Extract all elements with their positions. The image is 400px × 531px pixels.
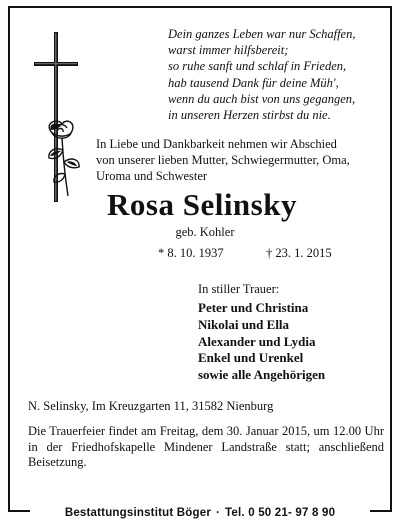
verse-line: Dein ganzes Leben war nur Schaffen,	[168, 27, 356, 41]
verse-line: warst immer hilfsbereit;	[168, 43, 289, 58]
mourner-entry: Enkel und Urenkel	[198, 350, 304, 366]
death-date: † 23. 1. 2015	[266, 246, 332, 260]
funeral-service-info: Die Trauerfeier findet am Freitag, dem 30. Januar 2015, um 12.00 Uhr in der Friedhofskapelle Mindener Landstraße statt; anschließend Beisetzung.	[28, 424, 384, 470]
mourner-entry: Alexander und Lydia	[198, 333, 316, 349]
obituary-notice	[8, 6, 392, 512]
mourners-list	[198, 300, 388, 384]
mourner-entry: Nikolai und Ella	[198, 316, 290, 332]
farewell-line: Uroma und Schwester	[96, 168, 208, 183]
funeral-home-footer	[30, 507, 370, 519]
funeral-home-phone: Tel. 0 50 21- 97 8 90	[225, 507, 336, 519]
deceased-name: Rosa Selinsky	[107, 187, 297, 222]
verse-line: in unseren Herzen stirbst du nie.	[168, 108, 331, 123]
verse-line: hab tausend Dank für deine Müh',	[168, 75, 339, 90]
maiden-name: geb. Kohler	[175, 225, 235, 239]
rose-icon	[40, 116, 84, 198]
mourning-heading: In stiller Trauer:	[198, 282, 280, 296]
mourner-entry: sowie alle Angehörigen	[198, 367, 326, 383]
farewell-line: von unserer lieben Mutter, Schwiegermutter, Oma,	[96, 152, 350, 167]
contact-address: N. Selinsky, Im Kreuzgarten 11, 31582 Nienburg	[28, 399, 274, 413]
verse-line: so ruhe sanft und schlaf in Frieden,	[168, 59, 347, 74]
birth-date: * 8. 10. 1937	[158, 246, 224, 260]
verse-poem	[168, 26, 388, 123]
footer-separator: ·	[216, 507, 221, 519]
farewell-line: In Liebe und Dankbarkeit nehmen wir Abschied	[96, 137, 337, 151]
verse-line: wenn du auch bist von uns gegangen,	[168, 91, 356, 106]
funeral-home-name: Bestattungsinstitut Böger	[64, 507, 212, 519]
mourner-entry: Peter und Christina	[198, 300, 309, 315]
farewell-text	[96, 137, 386, 184]
